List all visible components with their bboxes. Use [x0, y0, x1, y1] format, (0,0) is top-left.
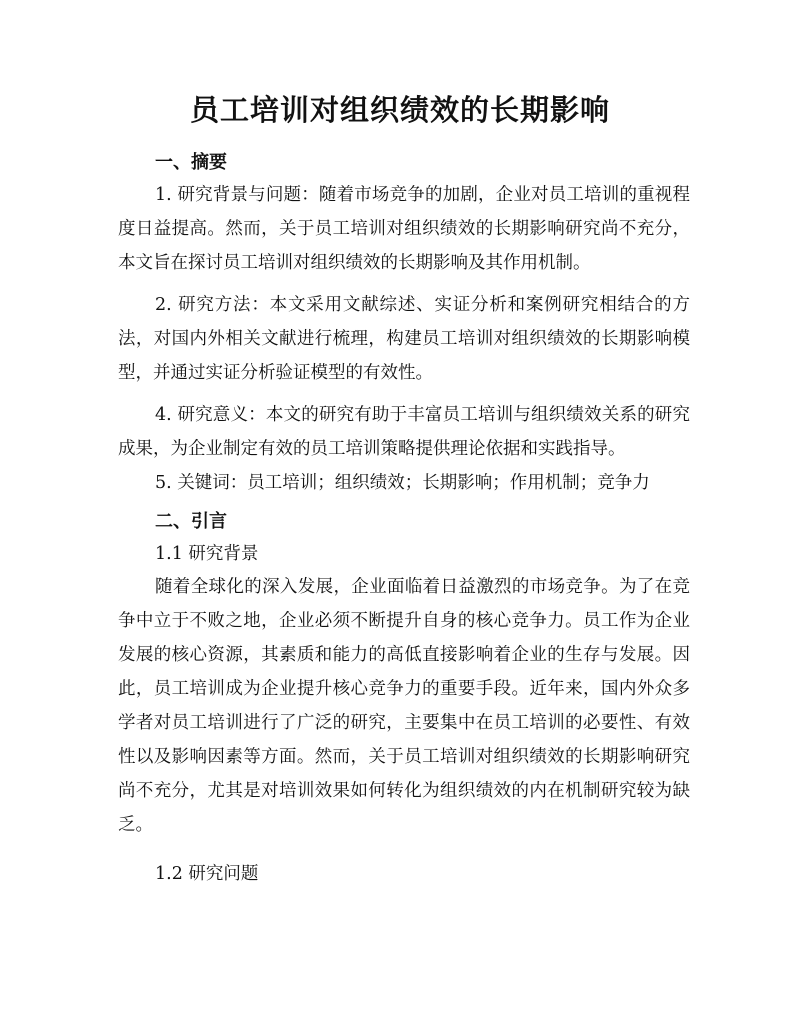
section-heading-abstract: 一、摘要	[155, 152, 227, 173]
subsection-body-background: 随着全球化的深入发展，企业面临着日益激烈的市场竞争。为了在竞争中立于不败之地，企业必须不断提升自身的核心竞争力。员工作为企业发展的核心资源，其素质和能力的高低直接影响着企业的生存与发展。因此，员工培训成为企业提升核心竞争力的重要手段。近年来，国内外众多学者对员工培训进行了广泛的研究，主要集中在员工培训的必要性、有效性以及影响因素等方面。然而，关于员工培训对组织绩效的长期影响研究尚不充分，尤其是对培训效果如何转化为组织绩效的内在机制研究较为缺乏。	[118, 577, 690, 835]
section-heading-introduction: 二、引言	[155, 511, 227, 532]
abstract-item-background: 1. 研究背景与问题：随着市场竞争的加剧，企业对员工培训的重视程度日益提高。然而，关于员工培训对组织绩效的长期影响研究尚不充分，本文旨在探讨员工培训对组织绩效的长期影响及其作用机制。	[118, 185, 690, 273]
abstract-item-keywords: 5. 关键词：员工培训；组织绩效；长期影响；作用机制；竞争力	[155, 473, 650, 493]
subsection-heading-background: 1.1 研究背景	[155, 544, 259, 564]
subsection-heading-research-questions: 1.2 研究问题	[155, 864, 259, 884]
document-title: 员工培训对组织绩效的长期影响	[189, 93, 610, 127]
abstract-item-method: 2. 研究方法：本文采用文献综述、实证分析和案例研究相结合的方法，对国内外相关文献进行梳理，构建员工培训对组织绩效的长期影响模型，并通过实证分析验证模型的有效性。	[118, 295, 690, 383]
abstract-item-significance: 4. 研究意义：本文的研究有助于丰富员工培训与组织绩效关系的研究成果，为企业制定有效的员工培训策略提供理论依据和实践指导。	[118, 405, 690, 459]
